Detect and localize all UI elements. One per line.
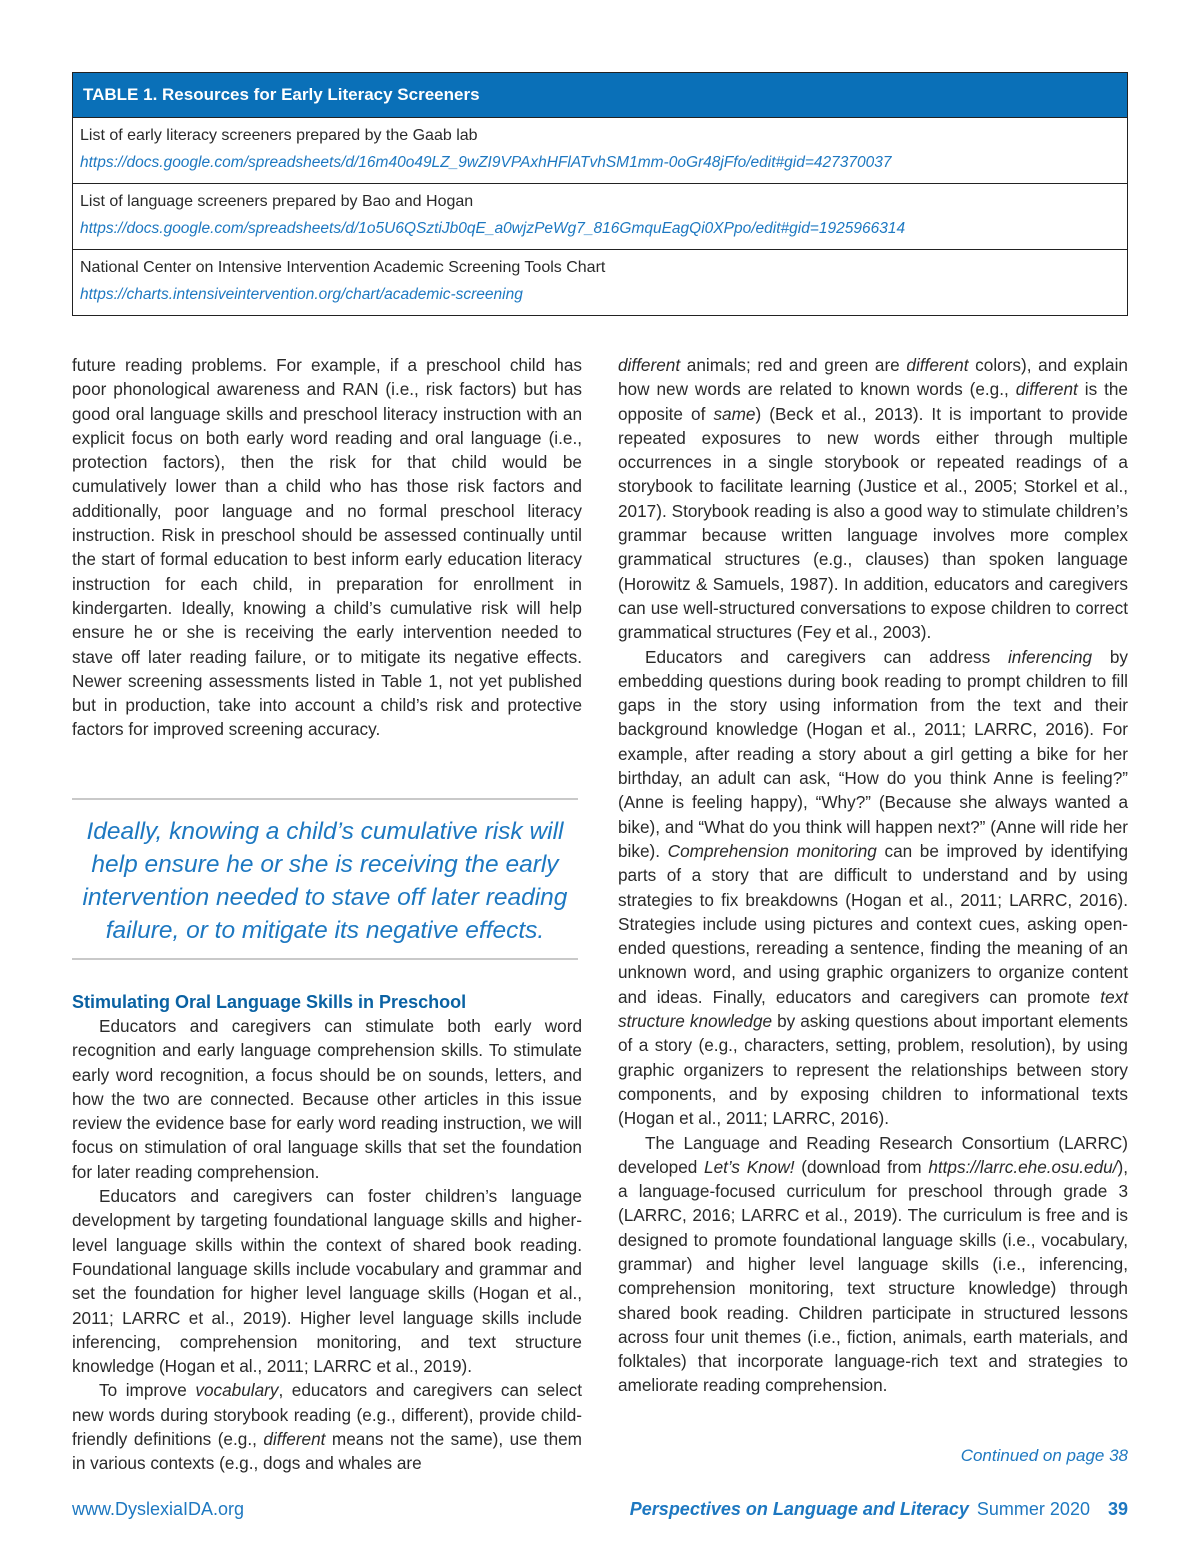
text-run: is the opposite of [618, 379, 1128, 424]
emphasis: Comprehension monitoring [667, 840, 877, 861]
body-paragraph: future reading problems. For example, if a preschool child has poor phonological awareness and RAN (i.e., risk factors) but has good oral language skills and preschool literacy instruction with an explicit focus on both early word reading and oral language (i.e., protection factors), then the risk for that child would be cumulatively lower than a child who has those risk factors and additionally, poor language and no formal preschool literacy instruction. Risk in preschool should be assessed continually until the start of formal education to best inform early education literacy instruction for each child, in preparation for enrollment in kindergarten. Ideally, knowing a child’s cumulative risk will help ensure he or she is receiving the early intervention needed to stave off later reading failure, or to mitigate its negative effects. Newer screening assessments listed in Table 1, not yet published but in production, take into account a child’s risk and protective factors for improved screening accuracy. [72, 355, 582, 740]
text-run: The Language and Reading Research Consortium (LARRC) developed [618, 1132, 1128, 1177]
page-number: 39 [1107, 1499, 1128, 1519]
body-paragraph: Educators and caregivers can stimulate both early word recognition and early language comprehension skills. To stimulate early word recognition, a focus should be on sounds, letters, and how the two are connected. Because other articles in this issue review the evidence base for early word reading instruction, we will focus on stimulation of oral language skills that set the foundation for later reading comprehension. [72, 1016, 582, 1182]
emphasis: Let’s Know! [704, 1156, 795, 1177]
table-row-link[interactable]: https://docs.google.com/spreadsheets/d/1o5U6QSztiJb0qE_a0wjzPeWg7_816GmquEagQi0XPpo/edit#gid=1925966314 [80, 220, 906, 237]
body-paragraph [618, 645, 1128, 1131]
text-run: Educators and caregivers can address [645, 646, 1008, 667]
table-row [73, 117, 1127, 183]
footer-right [630, 1499, 1128, 1520]
text-run: colors), and explain how new words are related to known words (e.g., [618, 355, 1128, 400]
body-paragraph [618, 1131, 1128, 1398]
page-footer [72, 1499, 1128, 1525]
body-paragraph [618, 353, 1128, 645]
emphasis: same [713, 403, 756, 424]
emphasis: text structure knowledge [618, 986, 1128, 1032]
table-title: TABLE 1. Resources for Early Literacy Screeners [73, 73, 1127, 117]
text-run: by embedding questions during book reading to prompt children to fill gaps in the story using information from the text and their background knowledge (Hogan et al., 2011; LARRC, 2016). For example, after reading a story about a girl getting a bike for her birthday, an adult can ask, “How do you think Anne is feeling?” (Anne is feeling happy), “Why?” (Because she always wanted a bike), and “What do you think will happen next?” (Anne will ride her bike). [618, 646, 1128, 861]
text-run: by asking questions about important elements of a story (e.g., characters, setting, problem, resolution), by using graphic organizers to represent the relationships between story components, and by exposing children to informational texts (Hogan et al., 2011; LARRC, 2016). [618, 1011, 1128, 1129]
issue-season: Summer 2020 [976, 1499, 1090, 1519]
table-row [73, 183, 1127, 249]
text-run: can be improved by identifying parts of a story that are difficult to understand and by using strategies to fix breakdowns (Hogan et al., 2011; LARRC, 2016). Strategies include using pictures and context cues, asking open-ended questions, rereading a sentence, finding the meaning of an unknown word, and using graphic organizers to organize content and ideas. Finally, educators and caregivers can promote [618, 840, 1128, 1007]
journal-title: Perspectives on Language and Literacy [629, 1499, 969, 1519]
text-run: means not the same), use them in various contexts (e.g., dogs and whales are [72, 1429, 583, 1474]
resources-table [72, 72, 1128, 316]
text-run: (download from [794, 1156, 929, 1177]
table-row-link[interactable]: https://charts.intensiveintervention.org/chart/academic-screening [80, 286, 523, 303]
body-paragraph [72, 1378, 582, 1475]
pull-quote-text: Ideally, knowing a child’s cumulative risk will help ensure he or she is receiving the early intervention needed to stave off later reading failure, or to mitigate its negative effects. [82, 818, 568, 944]
table-row-label: National Center on Intensive Intervention Academic Screening Tools Chart [80, 259, 606, 276]
table-row-label: List of early literacy screeners prepared by the Gaab lab [80, 127, 478, 144]
emphasis: inferencing [1007, 646, 1093, 667]
body-paragraph: Educators and caregivers can foster children’s language development by targeting foundational language skills and higher-level language skills within the context of shared book reading. Foundational language skills include vocabulary and grammar and set the foundation for higher level language skills (Hogan et al., 2011; LARRC et al., 2019). Higher level language skills include inferencing, comprehension monitoring, and text structure knowledge (Hogan et al., 2011; LARRC et al., 2019). [72, 1186, 582, 1377]
text-run: ) (Beck et al., 2013). It is important to provide repeated exposures to new words either through multiple occurrences in a single storybook or repeated readings of a storybook to facilitate learning (Justice et al., 2005; Storkel et al., 2017). Storybook reading is also a good way to stimulate children’s grammar because written language involves more complex grammatical structures (e.g., clauses) than spoken language (Horowitz & Samuels, 1987). In addition, educators and caregivers can use well-structured conversations to expose children to correct grammatical structures (Fey et al., 2003). [618, 403, 1128, 643]
emphasis: different [618, 355, 681, 375]
emphasis: different [1015, 379, 1078, 400]
emphasis: vocabulary [195, 1380, 279, 1401]
larrc-link[interactable]: https://larrc.ehe.osu.edu/ [928, 1156, 1118, 1177]
text-run: , educators and caregivers can select new words during storybook reading (e.g., different), provide child-friendly definitions (e.g., [72, 1380, 582, 1450]
table-row-link[interactable]: https://docs.google.com/spreadsheets/d/16m40o49LZ_9wZI9VPAxhHFlATvhSM1mm-0oGr48jFfo/edit#gid=427370037 [80, 154, 892, 171]
table-row-label: List of language screeners prepared by Bao and Hogan [80, 193, 474, 210]
emphasis: different [263, 1429, 326, 1450]
section-heading: Stimulating Oral Language Skills in Preschool [72, 992, 467, 1012]
text-run: To improve [99, 1380, 196, 1401]
pull-quote [72, 798, 578, 960]
table-row [73, 249, 1127, 315]
text-run: ), a language-focused curriculum for preschool through grade 3 (LARRC, 2016; LARRC et al., 2019). The curriculum is free and is designed to promote foundational language skills (i.e., vocabulary, grammar) and higher level language skills (i.e., inferencing, comprehension monitoring, text structure knowledge) through shared book reading. Children participate in structured lessons across four unit themes (i.e., fiction, animals, earth materials, and folktales) that incorporate language-rich text and strategies to ameliorate reading comprehension. [618, 1156, 1128, 1396]
continued-note: Continued on page 38 [960, 1446, 1128, 1465]
emphasis: different [906, 355, 969, 375]
text-run: animals; red and green are [680, 355, 907, 375]
website-link[interactable]: www.DyslexiaIDA.org [72, 1499, 245, 1519]
right-column [618, 353, 1128, 1398]
left-column-top [72, 353, 582, 742]
left-column-bottom [72, 990, 582, 1476]
